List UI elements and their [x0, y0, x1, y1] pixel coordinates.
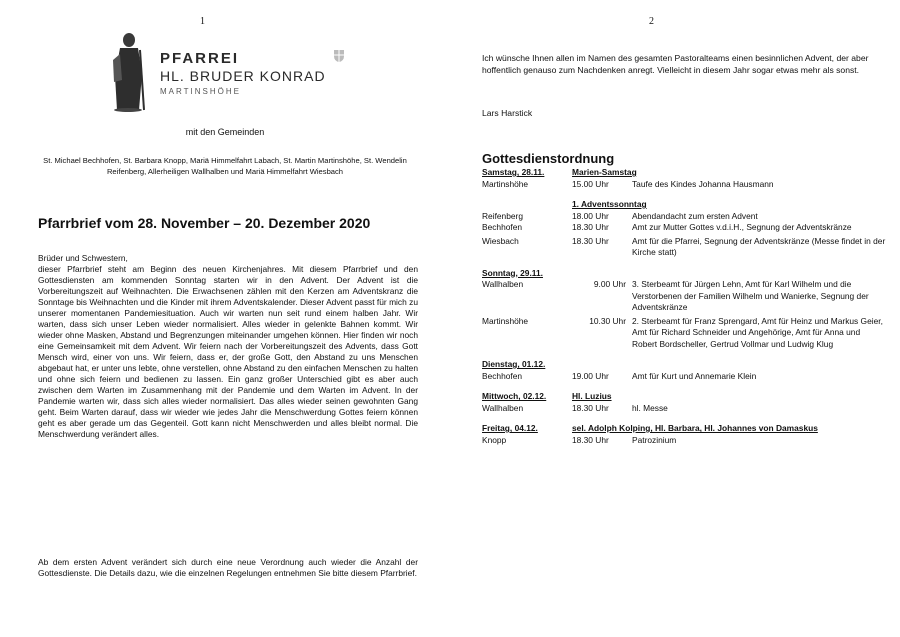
- schedule-day: [482, 167, 887, 190]
- service-place: Knopp: [482, 434, 507, 445]
- day-date: Samstag, 28.11.: [482, 167, 545, 177]
- service-row: [482, 316, 887, 351]
- day-date: Dienstag, 01.12.: [482, 359, 546, 369]
- service-description: 3. Sterbeamt für Jürgen Lehn, Amt für Karl Wilhelm und die Verstorbenen der Familien Wilhelm und Wanierke, Segnung der Adventskränze: [632, 279, 869, 312]
- gemeinden-heading: mit den Gemeinden: [185, 127, 265, 137]
- logo-line-name: HL. BRUDER KONRAD: [160, 68, 326, 84]
- service-description: Amt für die Pfarrei, Segnung der Adventskränze (Messe findet in der Kirche statt): [632, 235, 886, 257]
- service-description: Amt zur Mutter Gottes v.d.i.H., Segnung der Adventskränze: [632, 222, 852, 232]
- day-header: [482, 391, 887, 403]
- right-page: [450, 0, 900, 637]
- paragraph: Ab dem ersten Advent verändert sich durch eine neue Verordnung auch wieder die Anzahl der Gottesdienste. Die Details dazu, wie die einzelnen Regelungen entnehmen Sie bitte diesem Pfarrbrief.: [38, 557, 418, 578]
- day-header: [482, 199, 887, 211]
- service-time: 18.30 Uhr: [572, 222, 609, 232]
- service-time: 18.30 Uhr: [572, 402, 609, 413]
- service-description: Taufe des Kindes Johanna Hausmann: [632, 178, 774, 189]
- service-row: [482, 279, 887, 314]
- schedule-day: [482, 391, 887, 414]
- day-feast: sel. Adolph Kolping, Hl. Barbara, Hl. Johannes von Damaskus: [572, 423, 818, 433]
- service-place: Bechhofen: [482, 222, 523, 232]
- service-description: Patrozinium: [632, 434, 677, 445]
- service-time: 9.00 Uhr: [593, 279, 626, 289]
- service-time: 18.30 Uhr: [572, 235, 609, 246]
- service-time: 15.00 Uhr: [572, 178, 609, 189]
- logo-line-pfarrei: PFARREI: [160, 50, 240, 67]
- salutation: Brüder und Schwestern,: [38, 253, 128, 263]
- day-feast: Marien-Samstag: [572, 167, 637, 177]
- letter-body: [38, 253, 418, 440]
- day-feast: 1. Adventssonntag: [572, 199, 647, 209]
- service-place: Wiesbach: [482, 235, 519, 246]
- signature: Lars Harstick: [482, 108, 533, 118]
- intro-text: Ich wünsche Ihnen allen im Namen des gesamten Pastoralteams einen besinnlichen Advent, der aber hoffentlich genauso zum Nachdenken anregt. Vielleicht in diesem Jahr sogar etwas mehr als sonst.: [482, 53, 869, 75]
- service-description: Abendandacht zum ersten Advent: [632, 210, 758, 221]
- service-description: hl. Messe: [632, 402, 668, 413]
- day-header: [482, 423, 887, 435]
- schedule-day: [482, 359, 887, 382]
- page-number: 2: [649, 16, 654, 27]
- service-description: Amt für Kurt und Annemarie Klein: [632, 370, 757, 381]
- schedule-day: [482, 199, 887, 259]
- day-date: Freitag, 04.12.: [482, 423, 538, 433]
- service-row: [482, 236, 887, 259]
- service-time: 10.30 Uhr: [589, 315, 626, 326]
- service-time: 18.30 Uhr: [572, 434, 609, 445]
- service-place: Wallhalben: [482, 402, 524, 413]
- parish-logo: [108, 30, 353, 112]
- day-feast: Hl. Luzius: [572, 391, 612, 401]
- paragraph: dieser Pfarrbrief steht am Beginn des neuen Kirchenjahres. Mit diesem Pfarrbrief und den Gottesdiensten am kommenden Sonntag starten wir in den Advent. Der Advent ist die Vorbereitungszeit auf Weihnachten. Die Erwachsenen zählen mit den Kerzen am Adventskranz die Sonntage bis Weihnachten und die Kinder mit ihrem Adventskalender. Dieser Advent passt für mich zu unserer momentanen Pandemiesituation. Auch wir warten nun seit rund einem halben Jahr. Wir warten, dass sich unser Leben wieder normalisiert. Alles wieder in gelenkte Bahnen kommt. Wir wieder ohne Masken, Abstand und Begrenzungen miteinander umgehen können. Hier finden wir noch eine Gemeinsamkeit mit dem Advent. Wir feiern nach der Vorbereitungszeit des Advents, dass Gott Mensch wird, einer von uns. Wir feiern, dass er, der große Gott, den Abstand zu uns Menschen abgebaut hat, er unter uns lebte, ohne verstellen, ohne Abstand zu den einfachen Menschen zu halten und ohne sich feiern und bedienen zu lassen. Ein ganz großer Unterschied gibt es aber auch zwischen dem Warten im Zusammenhang mit der Pandemie und dem Warten im Advent. In der Pandemie warten wir, dass sich alles wieder normalisiert. Das alles wieder seinen gewohnten Gang geht. Beim Warten darauf, dass wir wieder wie jedes Jahr die Menschwerdung Gottes feiern können geht es aber gerade um das Gegenteil. Gott kann nicht Menschwerden und alles bleibt normal. Die Menschwerdung verändert alles.: [38, 264, 418, 439]
- gemeinden-list: St. Michael Bechhofen, St. Barbara Knopp, Mariä Himmelfahrt Labach, St. Martin Martinshöhe, St. Wendelin Reifenberg, Allerheiligen Wallhalben und Mariä Himmelfahrt Wiesbach: [43, 156, 407, 176]
- day-header: [482, 268, 887, 280]
- service-row: [482, 222, 887, 234]
- section-title: Gottesdienstordnung: [482, 151, 615, 166]
- bruder-konrad-figure-icon: [108, 30, 148, 112]
- service-row: [482, 179, 887, 191]
- service-row: [482, 211, 887, 223]
- day-date: Sonntag, 29.11.: [482, 267, 543, 278]
- schedule-day: [482, 268, 887, 351]
- crest-icon: [334, 50, 344, 62]
- logo-line-place: MARTINSHÖHE: [160, 87, 241, 96]
- day-header: [482, 167, 887, 179]
- service-place: Reifenberg: [482, 210, 523, 221]
- page-number: 1: [200, 16, 205, 27]
- service-place: Bechhofen: [482, 370, 523, 381]
- page-title: Pfarrbrief vom 28. November – 20. Dezember 2020: [38, 215, 371, 231]
- service-place: Wallhalben: [482, 279, 524, 289]
- service-place: Martinshöhe: [482, 178, 529, 189]
- service-description: 2. Sterbeamt für Franz Sprengard, Amt für Heinz und Markus Geier, Amt für Richard Schneider und Angehörige, Amt für Anna und Robert Bordscheller, Gertrud Vollmar und Ludwig Klug: [632, 315, 883, 349]
- service-schedule: [482, 167, 887, 455]
- day-header: [482, 359, 887, 371]
- service-time: 18.00 Uhr: [572, 210, 609, 221]
- day-date: Mittwoch, 02.12.: [482, 391, 547, 401]
- service-row: [482, 403, 887, 415]
- schedule-day: [482, 423, 887, 446]
- service-row: [482, 435, 887, 447]
- letter-closing-paragraph: [38, 557, 418, 579]
- service-row: [482, 371, 887, 383]
- service-time: 19.00 Uhr: [572, 370, 609, 381]
- service-place: Martinshöhe: [482, 315, 529, 326]
